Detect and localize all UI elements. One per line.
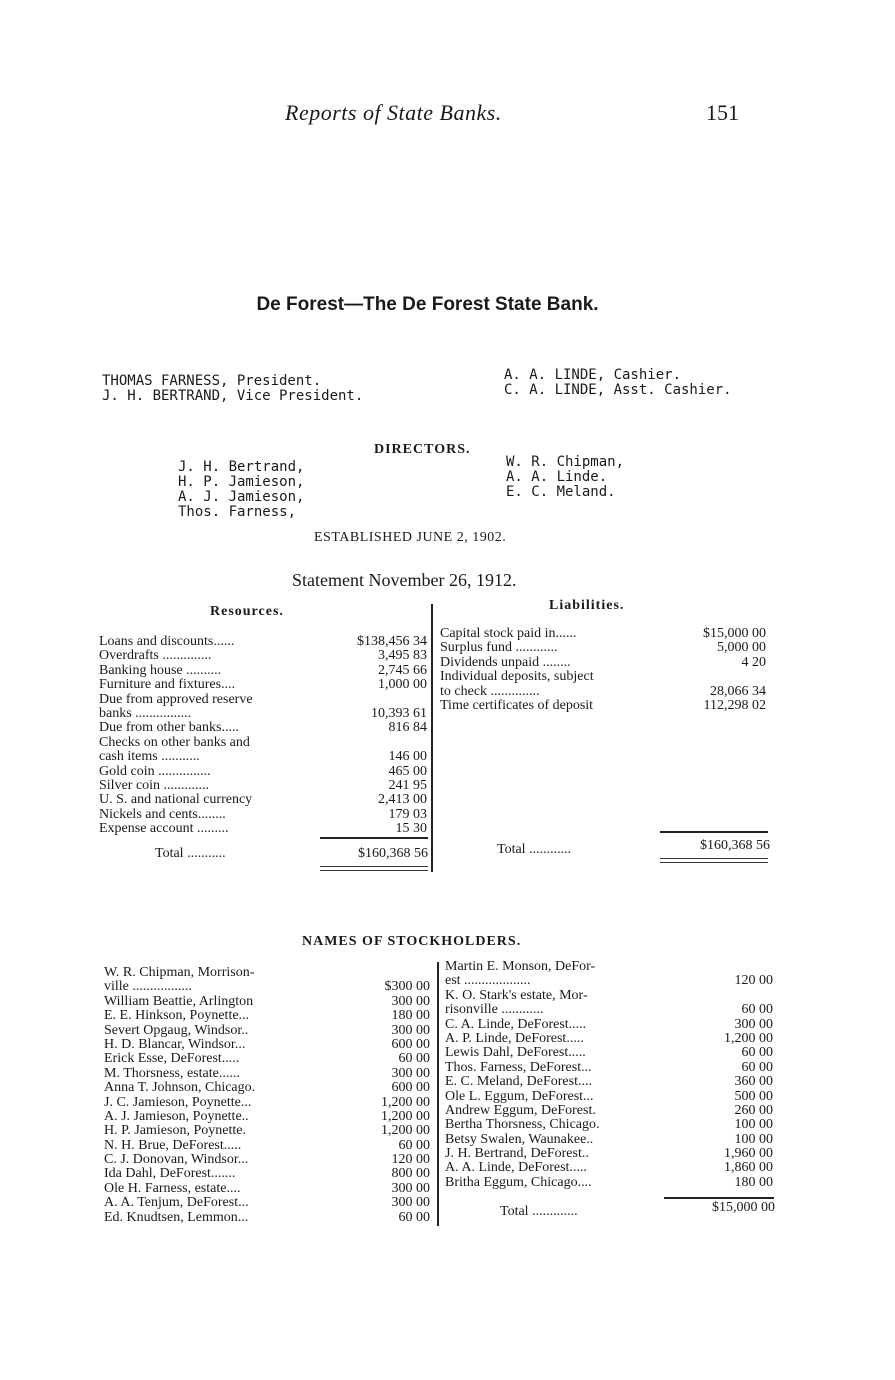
table-row [445, 1003, 775, 1017]
row-label: Thos. Farness, DeForest... [445, 1059, 592, 1075]
stockholders-total-label: Total ............. [500, 1204, 578, 1219]
row-amount: 4 20 [741, 654, 766, 670]
table-row [440, 627, 770, 641]
table-row [104, 1124, 434, 1138]
row-amount: 1,200 00 [724, 1030, 773, 1046]
table-row [104, 1081, 434, 1095]
row-label: E. C. Meland, DeForest.... [445, 1074, 592, 1090]
director: A. A. Linde. [506, 469, 608, 485]
table-row [104, 1167, 434, 1181]
row-label: Anna T. Johnson, Chicago. [104, 1080, 256, 1096]
stockholders-total-rule [664, 1197, 774, 1199]
row-amount: 100 00 [734, 1131, 773, 1147]
row-label: A. A. Tenjum, DeForest... [104, 1195, 249, 1211]
row-amount: 300 00 [391, 993, 430, 1009]
table-row [99, 664, 429, 678]
row-amount: 300 00 [391, 1022, 430, 1038]
row-amount: 600 00 [391, 1036, 430, 1052]
table-row [445, 1090, 775, 1104]
table-row [104, 1139, 434, 1153]
row-label: U. S. and national currency [99, 792, 253, 808]
row-amount: 60 00 [741, 1059, 773, 1075]
row-label: Andrew Eggum, DeForest. [445, 1102, 596, 1118]
row-label: to check .............. [440, 683, 540, 699]
row-amount: 60 00 [398, 1051, 430, 1067]
liabilities-table [440, 627, 770, 713]
resources-double-rule [320, 866, 428, 871]
table-row [99, 808, 429, 822]
row-label: Expense account ......... [99, 821, 229, 837]
table-row [104, 980, 434, 994]
row-label: M. Thorsness, estate...... [104, 1065, 240, 1081]
stockholders-divider [437, 962, 439, 1226]
table-row [104, 1024, 434, 1038]
row-label: Nickels and cents........ [99, 806, 226, 822]
row-amount: 15 30 [395, 821, 427, 837]
row-label: Due from approved reserve [99, 691, 253, 707]
row-label: Overdrafts .............. [99, 648, 212, 664]
resources-table [99, 635, 429, 836]
liabilities-heading: Liabilities. [549, 598, 625, 613]
table-row [99, 649, 429, 663]
table-row [99, 765, 429, 779]
row-amount: 600 00 [391, 1080, 430, 1096]
row-label: Betsy Swalen, Waunakee.. [445, 1131, 594, 1147]
row-label: Severt Opgaug, Windsor.. [104, 1022, 249, 1038]
row-label: Lewis Dahl, DeForest..... [445, 1045, 586, 1061]
table-row [440, 670, 770, 684]
table-row [104, 1211, 434, 1225]
row-label: Ole L. Eggum, DeForest... [445, 1088, 594, 1104]
row-label: Due from other banks..... [99, 720, 239, 736]
director: H. P. Jamieson, [178, 474, 305, 490]
table-row [99, 736, 429, 750]
row-label: A. P. Linde, DeForest..... [445, 1030, 584, 1046]
table-row [104, 1052, 434, 1066]
row-label: K. O. Stark's estate, Mor- [445, 987, 588, 1003]
row-label: cash items ........... [99, 749, 200, 765]
table-row [104, 1196, 434, 1210]
row-amount: 60 00 [398, 1209, 430, 1225]
row-label: W. R. Chipman, Morrison- [104, 965, 255, 980]
table-row [104, 966, 434, 980]
row-label: banks ................ [99, 705, 192, 721]
row-amount: 2,413 00 [378, 792, 427, 808]
table-row [445, 1104, 775, 1118]
row-label: Banking house .......... [99, 662, 222, 678]
row-amount: $300 00 [384, 979, 430, 995]
row-amount: 800 00 [391, 1166, 430, 1182]
stockholders-left [104, 966, 434, 1225]
row-label: Individual deposits, subject [440, 669, 594, 685]
table-row [440, 656, 770, 670]
row-label: est ................... [445, 973, 531, 989]
resources-total-amount: $160,368 56 [358, 846, 428, 861]
director: J. H. Bertrand, [178, 459, 305, 475]
row-label: William Beattie, Arlington [104, 993, 254, 1009]
row-amount: 2,745 66 [378, 662, 427, 678]
established-date: ESTABLISHED JUNE 2, 1902. [314, 530, 507, 545]
row-amount: 1,960 00 [724, 1146, 773, 1162]
page-number: 151 [706, 100, 739, 125]
liabilities-double-rule [660, 858, 768, 863]
director: W. R. Chipman, [506, 454, 625, 470]
resources-heading: Resources. [210, 604, 284, 619]
officers-right [504, 368, 732, 398]
row-label: A. J. Jamieson, Poynette.. [104, 1108, 249, 1124]
table-row [445, 989, 775, 1003]
row-amount: $138,456 34 [357, 634, 427, 649]
table-row [104, 1038, 434, 1052]
officer-cashier: A. A. LINDE, Cashier. [504, 367, 682, 383]
row-amount: 10,393 61 [371, 705, 427, 721]
column-divider [431, 604, 433, 872]
table-row [445, 1133, 775, 1147]
row-label: Ida Dahl, DeForest....... [104, 1166, 236, 1182]
row-amount: 120 00 [734, 973, 773, 989]
table-row [104, 1182, 434, 1196]
table-row [445, 1118, 775, 1132]
table-row [99, 693, 429, 707]
directors-right [506, 455, 624, 500]
table-row [445, 1075, 775, 1089]
row-amount: 1,200 00 [381, 1123, 430, 1139]
row-amount: 300 00 [391, 1180, 430, 1196]
row-amount: 816 84 [388, 720, 427, 736]
row-amount: 500 00 [734, 1088, 773, 1104]
row-label: Checks on other banks and [99, 734, 250, 750]
resources-total-label: Total ........... [155, 846, 226, 861]
row-amount: 3,495 83 [378, 648, 427, 664]
directors-heading: DIRECTORS. [374, 442, 471, 457]
table-row [104, 995, 434, 1009]
row-amount: 1,200 00 [381, 1094, 430, 1110]
row-label: Bertha Thorsness, Chicago. [445, 1117, 600, 1133]
table-row [104, 1110, 434, 1124]
row-label: Gold coin ............... [99, 763, 211, 779]
statement-date: Statement November 26, 1912. [292, 570, 517, 590]
table-row [445, 1176, 775, 1190]
row-label: Erick Esse, DeForest..... [104, 1051, 240, 1067]
row-label: Britha Eggum, Chicago.... [445, 1174, 592, 1190]
row-label: risonville ............ [445, 1002, 544, 1018]
table-row [445, 960, 775, 974]
stockholders-total-amount: $15,000 00 [712, 1200, 775, 1215]
row-amount: 180 00 [734, 1174, 773, 1190]
running-header: Reports of State Banks. [285, 100, 502, 125]
table-row [104, 1153, 434, 1167]
bank-title: De Forest—The De Forest State Bank. [256, 294, 599, 315]
table-row [445, 1161, 775, 1175]
resources-total-rule [320, 837, 428, 839]
officer-vice-president: J. H. BERTRAND, Vice President. [102, 388, 364, 404]
directors-left [178, 460, 304, 520]
row-amount: $15,000 00 [703, 626, 766, 641]
row-label: Martin E. Monson, DeFor- [445, 959, 596, 974]
table-row [99, 635, 429, 649]
table-row [99, 822, 429, 836]
table-row [445, 974, 775, 988]
liabilities-total-rule [660, 831, 768, 833]
table-row [99, 750, 429, 764]
row-label: ville ................. [104, 979, 192, 995]
director: A. J. Jamieson, [178, 489, 305, 505]
table-row [104, 1009, 434, 1023]
row-label: H. P. Jamieson, Poynette. [104, 1123, 246, 1139]
table-row [440, 641, 770, 655]
row-label: C. J. Donovan, Windsor... [104, 1152, 249, 1168]
table-row [440, 699, 770, 713]
row-amount: 180 00 [391, 1008, 430, 1024]
liabilities-total-amount: $160,368 56 [700, 838, 770, 853]
row-label: Dividends unpaid ........ [440, 654, 571, 670]
stockholders-heading: NAMES OF STOCKHOLDERS. [302, 934, 522, 949]
row-amount: 120 00 [391, 1152, 430, 1168]
stockholders-right [445, 960, 775, 1190]
row-label: H. D. Blancar, Windsor... [104, 1036, 246, 1052]
officer-president: THOMAS FARNESS, President. [102, 373, 322, 389]
row-amount: 1,000 00 [378, 677, 427, 693]
row-amount: 300 00 [391, 1065, 430, 1081]
row-amount: 260 00 [734, 1102, 773, 1118]
row-label: Surplus fund ............ [440, 640, 558, 656]
table-row [445, 1018, 775, 1032]
table-row [445, 1032, 775, 1046]
row-amount: 360 00 [734, 1074, 773, 1090]
row-label: Ed. Knudtsen, Lemmon... [104, 1209, 249, 1225]
table-row [445, 1046, 775, 1060]
table-row [440, 685, 770, 699]
liabilities-total-label: Total ............ [497, 842, 572, 857]
table-row [104, 1096, 434, 1110]
row-label: J. H. Bertrand, DeForest.. [445, 1146, 589, 1162]
row-label: A. A. Linde, DeForest..... [445, 1160, 587, 1176]
table-row [99, 793, 429, 807]
row-amount: 179 03 [388, 806, 427, 822]
row-label: J. C. Jamieson, Poynette... [104, 1094, 252, 1110]
row-label: Ole H. Farness, estate.... [104, 1180, 241, 1196]
row-amount: 465 00 [388, 763, 427, 779]
row-label: Silver coin ............. [99, 777, 210, 793]
row-label: C. A. Linde, DeForest..... [445, 1016, 587, 1032]
table-row [99, 779, 429, 793]
row-amount: 146 00 [388, 749, 427, 765]
table-row [99, 721, 429, 735]
officers-left [102, 374, 363, 404]
row-label: Time certificates of deposit [440, 697, 594, 713]
row-amount: 60 00 [398, 1137, 430, 1153]
row-amount: 1,200 00 [381, 1108, 430, 1124]
director: Thos. Farness, [178, 504, 297, 520]
row-amount: 300 00 [734, 1016, 773, 1032]
row-amount: 241 95 [388, 777, 427, 793]
row-amount: 28,066 34 [710, 683, 766, 699]
row-label: Capital stock paid in...... [440, 626, 577, 641]
row-amount: 112,298 02 [703, 697, 766, 713]
officer-asst-cashier: C. A. LINDE, Asst. Cashier. [504, 382, 732, 398]
table-row [445, 1147, 775, 1161]
director: E. C. Meland. [506, 484, 616, 500]
row-amount: 60 00 [741, 1045, 773, 1061]
row-amount: 300 00 [391, 1195, 430, 1211]
row-amount: 1,860 00 [724, 1160, 773, 1176]
row-label: Furniture and fixtures.... [99, 677, 236, 693]
table-row [104, 1067, 434, 1081]
row-amount: 5,000 00 [717, 640, 766, 656]
row-label: N. H. Brue, DeForest..... [104, 1137, 242, 1153]
row-label: Loans and discounts...... [99, 634, 235, 649]
row-amount: 100 00 [734, 1117, 773, 1133]
table-row [445, 1061, 775, 1075]
row-amount: 60 00 [741, 1002, 773, 1018]
table-row [99, 707, 429, 721]
row-label: E. E. Hinkson, Poynette... [104, 1008, 250, 1024]
table-row [99, 678, 429, 692]
